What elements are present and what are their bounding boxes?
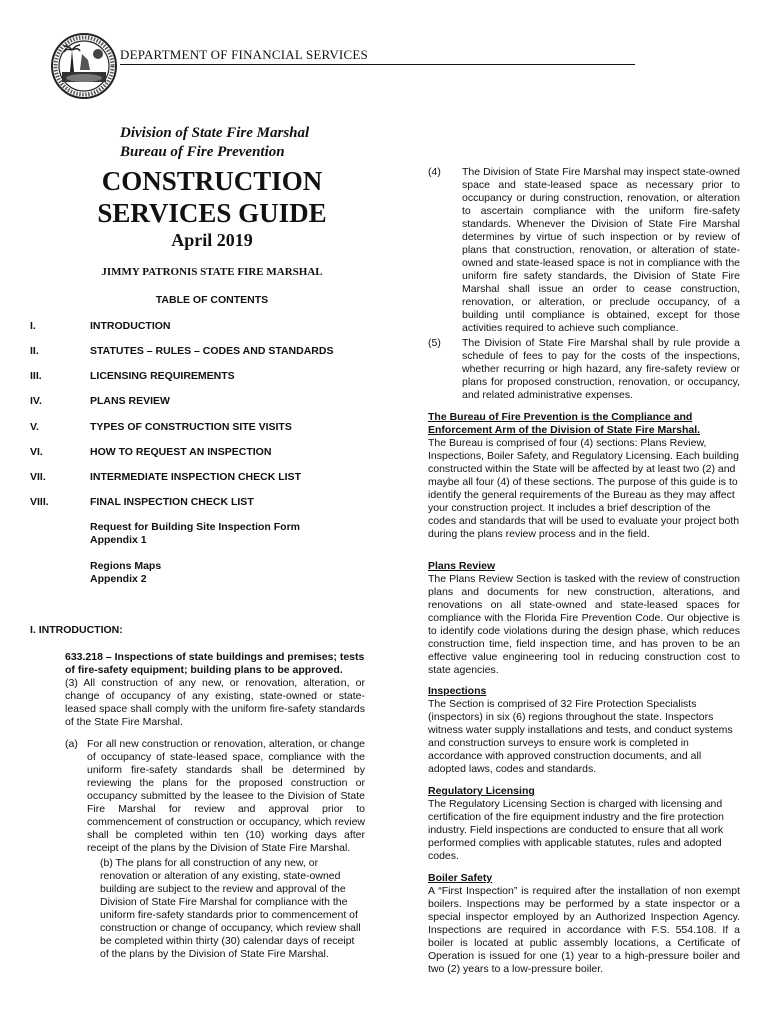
appendix-1: Request for Building Site Inspection Form Appendix 1 [90,521,301,546]
statute-para-5: (5) The Division of State Fire Marshal shall by rule provide a schedule of fees to pay for the costs of the inspections, whether recurring or high hazard, any fire-safety review or plans for proposed construction, renovation, or occupancy, and related administrative expenses. [428,337,740,401]
plans-review-section [428,560,740,677]
intro-heading: I. INTRODUCTION: [30,624,123,636]
guide-title-line2: SERVICES GUIDE [97,198,327,228]
title-division-block [120,124,309,162]
bureau-section [428,411,740,541]
guide-date: April 2019 [171,230,253,250]
statute-para-4: (4) The Division of State Fire Marshal may inspect state-owned space and state-leased space as necessary prior to occupancy or during construction, renovation, or alteration to ascertain compliance with the uniform fire-safety standards. Whenever the Division of State Fire Marshal determines by virtue of such inspection or by review of plans that construction, renovation, or alteration of state-owned and state-leased space is not in compliance with the uniform fire safety standards, the Division of State Fire Marshal shall issue an order to cease construction, renovation, or alteration, or preclude occupancy, of a building until compliance is obtained, except for those activities required to achieve such compliance. [428,166,740,334]
boiler-safety-heading: Boiler Safety [428,872,493,884]
statute-633-218 [65,651,365,677]
statute-title: 633.218 – Inspections of state buildings and premises; tests of fire-safety equipment; building plans to be approved. [65,651,365,676]
regulatory-licensing-heading: Regulatory Licensing [428,785,535,797]
intro-para-b: (b) The plans for all construction of any new, or renovation or alteration of any existing, state-owned building are subject to the review and approval of the Division of State Fire Marshal for compliance with the uniform fire-safety standards prior to commencement of construction or change of occupancy, which review shall be completed within thirty (30) calendar days of receipt of the plans by the Division of State Fire Marshal. [100,857,361,960]
boiler-safety-text: A “First Inspection” is required after the installation of non exempt boilers. Inspections may be performed by a state inspector or a special inspector employed by an Authorized Inspection Agency. Inspections are required in accordance with F.S. 554.108. If a boiler is located at public assembly locations, a Certificate of Operation is issued for one (1) year to a high-pressure boiler and two (2) years to a low-pressure boiler. [428,885,740,975]
fire-marshal-name: JIMMY PATRONIS STATE FIRE MARSHAL [101,266,323,278]
bureau-text: The Bureau is comprised of four (4) sections: Plans Review, Inspections, Boiler Safety, and Regulatory Licensing. Each building constructed within the State will be affected by at least two (2) and maybe all four (4) of these sections. The purpose of this guide is to identify the general requirements of the Bureau as they may affect your construction project. It includes a brief description of the codes and standards that will be used to evaluate your project both during the plans review process and in the field. [428,437,740,540]
inspections-text: The Section is comprised of 32 Fire Protection Specialists (inspectors) in six (6) regions throughout the state. Inspectors witness water supply installations and tests, and conduct systems and construction surveys to ensure work is completed in accordance with approved construction documents, and all adopted laws, codes and standards. [428,698,733,775]
guide-title-line1: CONSTRUCTION [101,166,323,196]
regulatory-licensing-section [428,785,740,863]
regulatory-licensing-text: The Regulatory Licensing Section is charged with licensing and certification of the fire equipment industry and the fire protection industry. Field inspections are conducted to ensure that all work performed complies with applicable statutes, rules and adopted codes. [428,798,724,862]
appendix-2: Regions Maps Appendix 2 [90,560,162,585]
inspections-section [428,685,740,776]
boiler-safety-section [428,872,740,976]
toc-heading: TABLE OF CONTENTS [155,294,269,306]
bureau-heading: The Bureau of Fire Prevention is the Compliance and Enforcement Arm of the Division of State Fire Marshal. [428,411,701,436]
state-seal-icon [50,32,118,100]
plans-review-text: The Plans Review Section is tasked with the review of construction plans and documents for new construction, alterations, and renovations on all state-owned and state-leased spaces for compliance with the Florida Fire Prevention Code. Our objective is to identify code violations during the design phase, which reduces construction time, field inspection time, and has proven to be an effective value engineering tool in reducing construction cost to state agencies. [428,573,740,676]
department-header: DEPARTMENT OF FINANCIAL SERVICES [120,48,635,65]
division-name: Division of State Fire Marshal [120,125,310,141]
bureau-name: Bureau of Fire Prevention [120,144,285,160]
intro-para-a: (a) For all new construction or renovation, alteration, or change of occupancy of state-leased space, compliance with the uniform fire-safety standards shall be determined by reviewing the plans for the proposed construction or occupancy submitted by the leasee to the Division of State Fire Marshal for review and approval prior to commencement of construction or occupancy, which review shall be completed within ten (10) working days after receipt of the plans by the Division of State Fire Marshal. [65,738,365,854]
plans-review-heading: Plans Review [428,560,496,572]
intro-para-3: (3) All construction of any new, or renovation, alteration, or change of occupancy of any existing, state-owned or state-leased space shall comply with the uniform fire-safety standards of the State Fire Marshal. [65,677,365,728]
inspections-heading: Inspections [428,685,487,697]
